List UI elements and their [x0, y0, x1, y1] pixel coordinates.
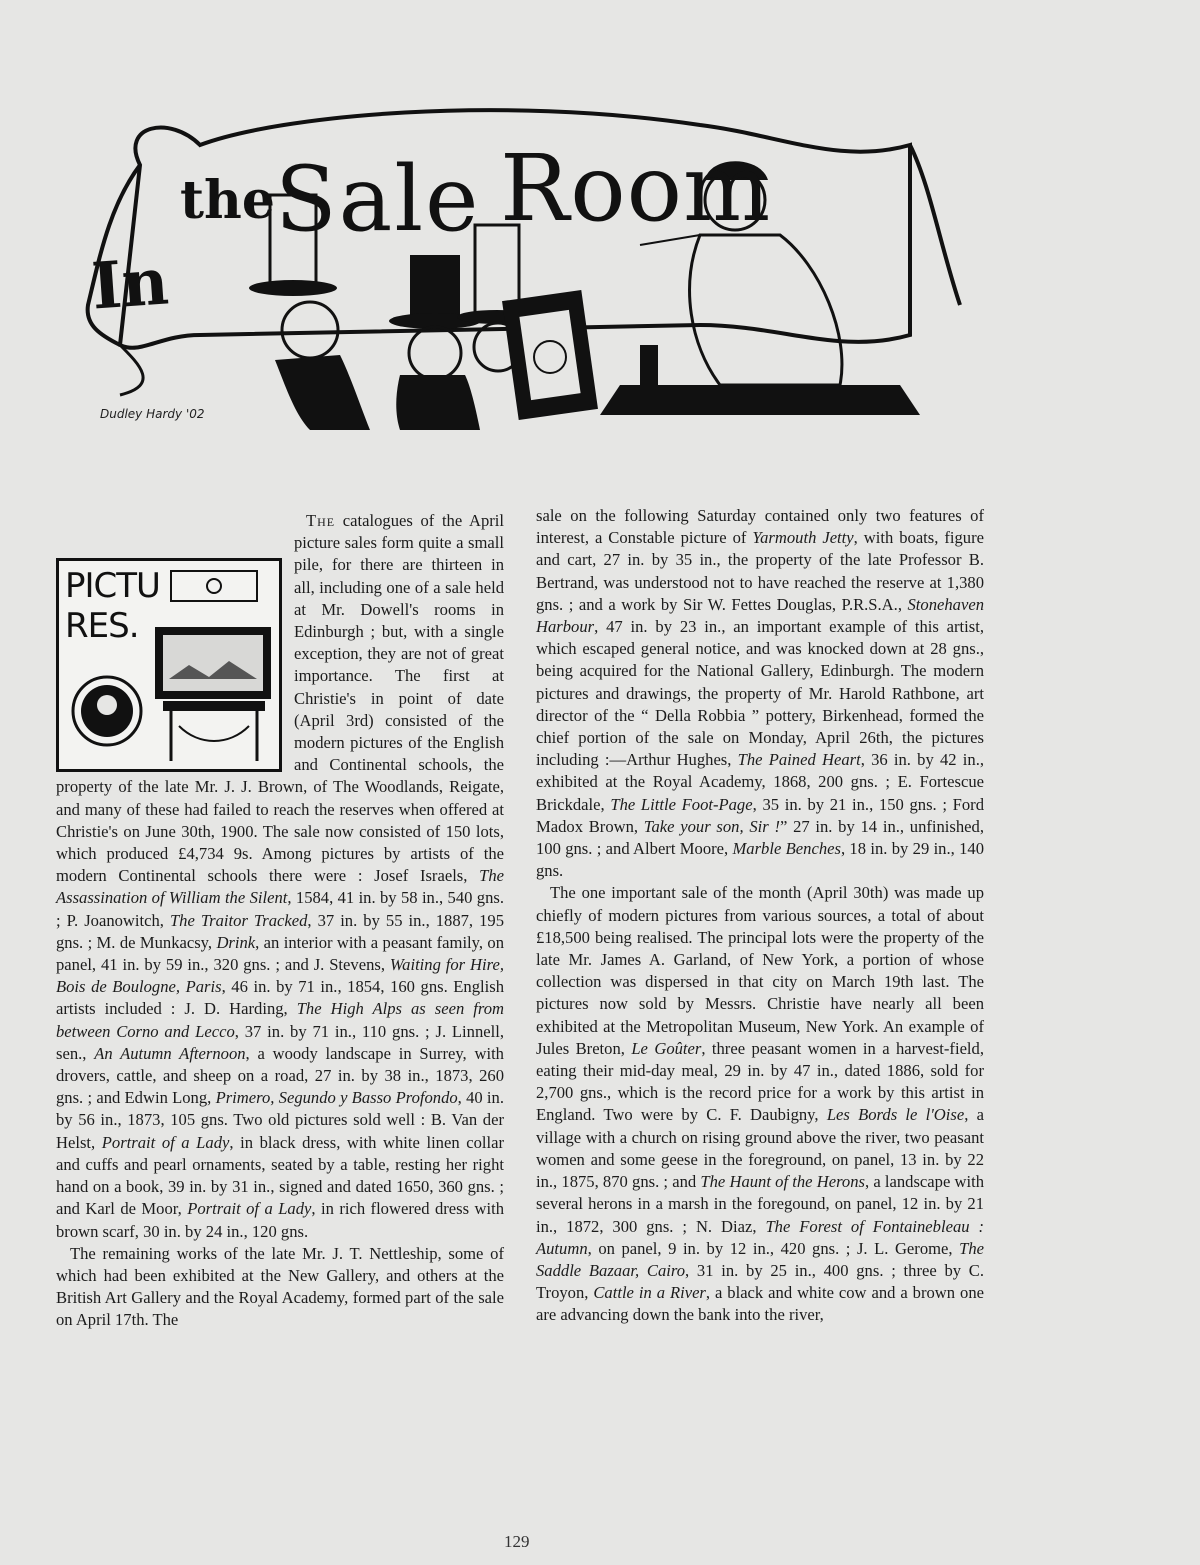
r-run-a3: , 36 in. by 42 in., exhibited at the Royal Academy, 1868, 200 gns. ; E. Fortescue Brickdale,	[536, 750, 985, 814]
inset-word-line1: PICTU	[65, 566, 160, 606]
r-run-a5: ” 27 in. by 14 in., unfinished, 100 gns. ; and Albert Moore,	[536, 816, 984, 859]
artist-signature: Dudley Hardy '02	[100, 407, 205, 421]
title-pained-heart: The Pained Heart	[737, 750, 861, 770]
r-run-b5: , 31 in. by 25 in., 400 gns. ; three by C. Troyon,	[536, 1260, 985, 1303]
opening-word: The	[306, 511, 336, 530]
title-forest-fontainebleau: The Forest of Fontainebleau : Autumn	[536, 1216, 985, 1258]
title-drink: Drink	[216, 932, 256, 952]
r-run-a0: sale on the following Saturday contained only two features of interest, a Constable picture of	[536, 506, 984, 548]
left-column-flow	[56, 510, 504, 1332]
title-le-gouter: Le Goûter	[631, 1038, 702, 1058]
title-take-your-son: Take your son, Sir !	[643, 816, 780, 836]
inset-word-line2: RES.	[65, 606, 139, 646]
run-s7: , 40 in. by 56 in., 1873, 105 gns. Two old pictures sold well : B. Van der Helst,	[56, 1088, 504, 1152]
title-portrait-lady-2: Portrait of a Lady	[187, 1199, 312, 1219]
title-stonehaven-harbour: Stonehaven Harbour	[536, 594, 984, 637]
title-marble-benches: Marble Benches	[732, 839, 841, 859]
right-paragraph-2	[536, 882, 984, 1326]
title-yarmouth-jetty: Yarmouth Jetty	[752, 528, 854, 548]
page-number: 129	[504, 1532, 530, 1551]
run-s1: , 1584, 41 in. by 58 in., 540 gns. ; P. Joanowitch,	[56, 888, 504, 930]
title-bords-oise: Les Bords le l'Oise	[826, 1105, 965, 1125]
run-s4: , 46 in. by 71 in., 1854, 160 gns. English artists included : J. D. Harding,	[56, 977, 504, 1019]
run-s3: , an interior with a peasant family, on panel, 41 in. by 59 in., 320 gns. ; and J. Stevens,	[56, 932, 504, 975]
r-run-b6: , a black and white cow and a brown one are advancing down the bank into the river,	[536, 1283, 984, 1325]
right-column	[536, 505, 984, 1327]
title-autumn-afternoon: An Autumn Afternoon	[94, 1043, 246, 1063]
r-run-b1: , three peasant women in a harvest-field, eating their mid-day meal, 29 in. by 47 in., dated 1886, sold for 2,700 gns., which is the record price for a work by this artist in England. Two were by C. F. Daubigny,	[536, 1038, 984, 1125]
header-word-sale: Sale	[275, 147, 481, 252]
header-illustration	[80, 85, 980, 440]
right-paragraph-1	[536, 505, 984, 882]
header-word-the: the	[180, 170, 275, 231]
r-run-a6: , 18 in. by 29 in., 140 gns.	[536, 839, 984, 881]
pictures-inset-illustration	[56, 558, 282, 772]
title-cattle-in-river: Cattle in a River	[593, 1283, 706, 1303]
r-run-a1: , with boats, figure and cart, 27 in. by 35 in., the property of the late Professor B. Bertrand, was understood not to have reached the reserve at 1,380 gns. ; and a work by Sir W. Fettes Douglas, P.R.S.A.,	[536, 528, 984, 614]
title-haunt-herons: The Haunt of the Herons	[700, 1172, 865, 1192]
run-s9: , in rich flowered dress with brown scarf, 30 in. by 24 in., 120 gns.	[56, 1199, 504, 1241]
title-assassination: The Assassination of William the Silent	[56, 866, 504, 908]
run-s5: , 37 in. by 71 in., 110 gns. ; J. Linnell, sen.,	[56, 1021, 504, 1063]
title-little-foot-page: The Little Foot-Page	[610, 794, 753, 814]
run-s8: , in black dress, with white linen collar and cuffs and pearl ornaments, seated by a table, resting her right hand on a book, 39 in. by 31 in., signed and dated 1650, 360 gns. ; and Karl de Moor,	[56, 1132, 504, 1219]
r-run-b3: , a landscape with several herons in a marsh in the foregound, on panel, 12 in. by 21 in., 1872, 300 gns. ; N. Diaz,	[536, 1172, 985, 1236]
run-s2: , 37 in. by 55 in., 1887, 195 gns. ; M. de Munkacsy,	[56, 910, 504, 952]
header-word-in: In	[89, 244, 171, 325]
r-run-b0: The one important sale of the month (April 30th) was made up chiefly of modern pictures from various sources, a total of about £18,500 being realised. The principal lots were the property of the late Mr. James A. Garland, of New York, a portion of whose collection was dispersed in that city on March 19th last. The pictures now sold by Messrs. Christie have nearly all been exhibited at the Metropolitan Museum, New York. An example of Jules Breton,	[536, 883, 984, 1058]
title-high-alps: The High Alps as seen from between Corno and Lecco	[56, 999, 504, 1041]
r-run-b2: , a village with a church on rising ground above the river, two peasant women and some geese in the foreground, on panel, 13 in. by 22 in., 1875, 870 gns. ; and	[536, 1105, 984, 1192]
title-saddle-bazaar: The Saddle Bazaar, Cairo	[536, 1238, 984, 1280]
run-s6: , a woody landscape in Surrey, with drovers, cattle, and sheep on a road, 27 in. by 38 in., 1873, 260 gns. ; and Edwin Long,	[56, 1043, 504, 1108]
title-traitor-tracked: The Traitor Tracked	[169, 910, 308, 930]
title-waiting-for-hire: Waiting for Hire, Bois de Boulogne, Paris	[56, 955, 504, 997]
title-portrait-lady-1: Portrait of a Lady	[101, 1132, 230, 1152]
r-run-b4: , on panel, 9 in. by 12 in., 420 gns. ; J. L. Gerome,	[587, 1238, 960, 1258]
r-run-a2: , 47 in. by 23 in., an important example of this artist, which escaped general notice, and was knocked down at 28 gns., being acquired for the National Gallery, Edinburgh. The modern pictures and drawings, the property of Mr. Harold Rathbone, art director of the “ Della Robbia ” pottery, Birkenhead, formed the chief portion of the sale on Monday, April 26th, the pictures including :—Arthur Hughes,	[536, 617, 984, 770]
header-word-room: Room	[500, 135, 772, 242]
left-paragraph-2: The remaining works of the late Mr. J. T. Nettleship, some of which had been exhibited at the New Gallery, and others at the British Art Gallery and the Royal Academy, formed part of the sale on April 17th. The	[56, 1243, 504, 1330]
r-run-a4: , 35 in. by 21 in., 150 gns. ; Ford Madox Brown,	[536, 794, 984, 836]
opening-run-a: catalogues of the April picture sales form quite a small pile, for there are thirteen in all, including one of a sale held at Mr. Dowell's rooms in Edinburgh ; but, with a single exception, they are not of great importance. The first at Christie's in point of date (April 3rd) consisted of the modern pictures of the English and Continental schools, the property of the late Mr. J. J. Brown, of The Woodlands, Reigate, and many of these had failed to reach the reserves when offered at Christie's on June 30th, 1900. The sale now consisted of 150 lots, which produced £4,734 9s. Among pictures by artists of the modern Continental schools there were : Josef Israels,	[56, 511, 504, 886]
title-primero: Primero, Segundo y Basso Profondo	[215, 1088, 458, 1108]
